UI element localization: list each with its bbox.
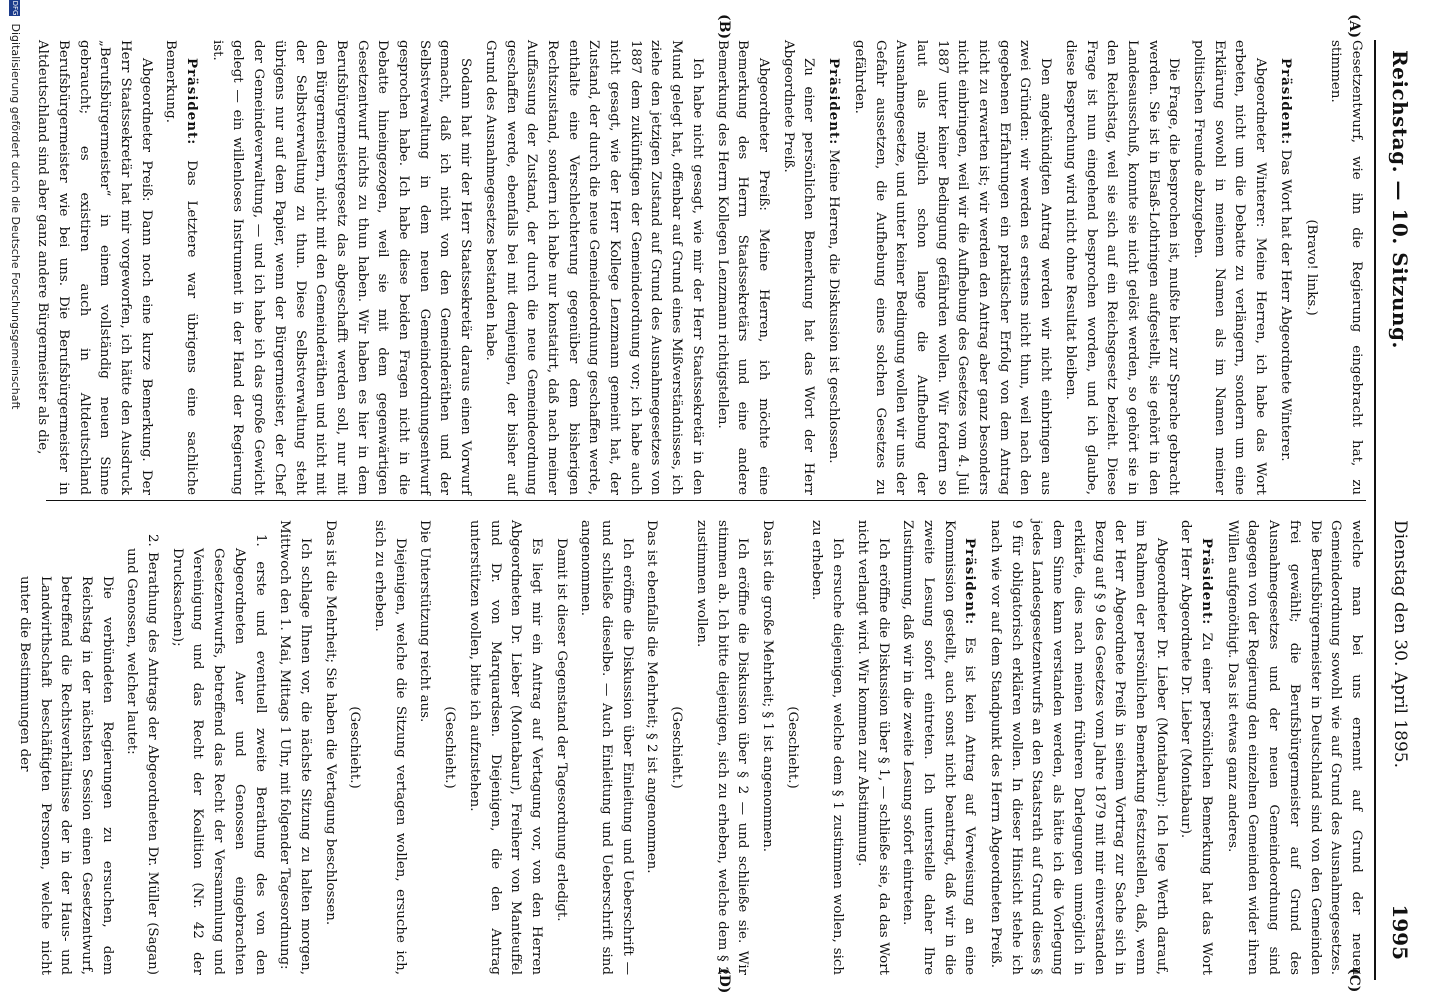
speaker-name: Präsident: bbox=[184, 58, 201, 146]
body-paragraph: Die Unterstützung reicht aus. bbox=[417, 520, 433, 723]
body-paragraph: Das ist ebenfalls die Mehrheit; § 2 ist angenommen. bbox=[644, 520, 660, 874]
speaker-paragraph bbox=[1175, 520, 1217, 975]
body-paragraph: Abgeordneter Winterer: Meine Herren, ich habe das Wort erbeten, nicht um die Debatte zu verlängern, sondern um eine Erklärung sowohl in meinem Namen als im Namen meiner politischen Freunde abzugeben. bbox=[1191, 40, 1269, 495]
margin-marker-b: (B) bbox=[716, 14, 732, 40]
speaker-paragraph bbox=[1274, 40, 1296, 495]
footer-credit: Digitalisierung gefördert durch die Deutsche Forschungsgemeinschaft bbox=[9, 23, 22, 410]
body-paragraph: Ich eröffne die Diskussion über § 2 — und schließe sie. Wir stimmen ab. Ich bitte diejenigen, sich zu erheben, welche dem § 2 zustimmen wollen. bbox=[693, 520, 751, 975]
page-footer bbox=[2, 0, 22, 1000]
body-paragraph: Abgeordneter Preiß: Meine Herren, ich möchte eine Bemerkung des Herrn Staatssekretärs und eine andere Bemerkung des Herrn Kollegen Lenzmann richtigstellen. bbox=[714, 40, 772, 495]
page-number: 1995 bbox=[1388, 904, 1412, 960]
stage-direction: (Geschieht.) bbox=[784, 706, 800, 789]
speaker-text: Meine Herren, die Diskussion ist geschlossen. bbox=[826, 149, 842, 464]
speaker-text: Das Letztere war übrigens eine sachliche Bemerkung. bbox=[163, 40, 200, 496]
body-paragraph: welche man bei uns ernennt auf Grund der neuen Gemeindeordnung sowohl wie auf Grund des Ausnahmegesetzes. Die Berufsbürgermeister in Deutschland sind von den Gemeinden frei gewählt; die Berufsbürgermeister auf Grund des Ausnahmegesetzes und der neuen Gemeindeordnung sind dagegen von der Regierung den einzelnen Gemeinden wider ihren Willen aufgenöthigt. Das ist etwas ganz anderes. bbox=[1224, 520, 1364, 975]
body-paragraph: Gesetzentwurf, wie ihn die Regierung eingebracht hat, zu stimmen. bbox=[1328, 40, 1364, 495]
agenda-item: 1. erste und eventuell zweite Berathung des von den Abgeordneten Auer und Genossen eingebrachten Gesetzentwurfs, betreffend das Recht der Versammlung und Vereinigung und das Recht der Koalition (Nr. 42 der Drucksachen); bbox=[169, 534, 268, 975]
dfg-logo-icon: DFG bbox=[11, 0, 20, 16]
body-paragraph: Ich schlage Ihnen vor, die nächste Sitzung zu halten morgen, Mittwoch den 1. Mai, Mittags 1 Uhr, mit folgender Tagesordnung: bbox=[277, 520, 313, 975]
speaker-paragraph bbox=[160, 40, 202, 495]
agenda-subitem: Die verbündeten Regierungen zu ersuchen, dem Reichstag in der nächsten Session einen Gesetzentwurf, betreffend die Rechtsverhältnisse der in der Haus- und Landwirthschaft beschäftigten Personen, welche nicht unter die Bestimmungen der bbox=[16, 576, 115, 975]
stage-direction: (Geschieht.) bbox=[669, 706, 685, 789]
margin-marker-c: (C) bbox=[1346, 968, 1362, 993]
speaker-paragraph bbox=[897, 520, 981, 975]
body-paragraph: Ich eröffne die Diskussion über Einleitung und Ueberschrift — und schließe dieselbe. — Auch Einleitung und Ueberschrift sind angenommen. bbox=[578, 520, 635, 975]
column-divider bbox=[46, 500, 1366, 501]
header-rule bbox=[1374, 40, 1376, 980]
body-paragraph: Ich ersuche diejenigen, welche dem § 1 zustimmen wollen, sich zu erheben. bbox=[809, 520, 846, 975]
body-paragraph: Abgeordneter Dr. Lieber (Montabaur): Ich lege Werth darauf, im Rahmen der persönlichen Bemerkung festzustellen, daß, wenn der Herr Abgeordnete Preiß in seinem Vortrag zur Sache sich in Bezug auf § 9 des Gesetzes vom Jahre 1879 mit mir einverstanden erklärte, dies nach meinen früheren Darlegungen unmöglich in dem Sinne kann verstanden werden, als hätte ich die Vorlegung jedes Landesgesetzentwurfs an den Staatsrath auf Grund dieses § 9 für obligatorisch erklären wollen. In dieser Hinsicht stehe ich nach wie vor auf dem Standpunkt des Herrn Abgeordneten Preiß. bbox=[988, 520, 1169, 975]
right-column bbox=[9, 520, 1366, 975]
body-paragraph: Sodann hat mir der Herr Staatssekretär daraus einen Vorwurf gemacht, daß ich nicht von den Gemeinderäthen und der Selbstverwaltung in dem neuen Gemeindeordnungsentwurf gesprochen habe. Ich habe diese beiden Fragen nicht in die Debatte hineingezogen, weil sie mit dem gegenwärtigen Gesetzentwurf nichts zu thun haben. Wir haben es hier in dem Berufsbürgermeistergesetz das abgeschafft werden soll, nur mit den Bürgermeistern, nicht mit den Gemeinderäthen und nicht mit der Selbstverwaltung zu thun. Diese Selbstverwaltung steht übrigens nur auf dem Papier, wenn der Bürgermeister, der Chef der Gemeindeverwaltung, — und ich habe ich das große Gewicht gelegt — ein willenloses Instrument in der Hand der Regierung ist. bbox=[209, 40, 474, 495]
body-paragraph: Die Frage, die besprochen ist, mußte hier zur Sprache gebracht werden. Sie ist in Elsaß-Lothringen aufgestellt, sie gehört in den Landesausschuß, konnte sie nicht gelöst werden, so gehört sie in den Reichstag, weil sie sich auf ein Reichsgesetz bezieht. Diese Frage ist nun eingehend besprochen worden, und ich glaube, diese Besprechung wird nicht ohne Resultat bleiben. bbox=[1062, 40, 1182, 495]
body-paragraph: Den angekündigten Antrag werden wir nicht einbringen aus zwei Gründen: wir werden es erstens nicht thun, weil nach den gegebenen Erfahrungen ein praktischer Erfolg von dem Antrag nicht zu erwarten ist; wir werden den Antrag aber ganz besonders nicht einbringen, weil wir die Aufhebung des Gesetzes vom 4. Juli 1887 unter keiner Bedingung gefährden wollen. Wir fordern so laut als möglich schon lange die Aufhebung der Ausnahmegesetze, und unter keiner Bedingung wollen wir uns der Gefahr aussetzen, die Aufhebung eines solchen Gesetzes zu gefährden. bbox=[851, 40, 1054, 495]
agenda-item: 2. Berathung des Antrags der Abgeordneten Dr. Müller (Sagan) und Genossen, welcher lautet: bbox=[124, 534, 161, 975]
left-column bbox=[27, 40, 1366, 495]
body-paragraph: Es liegt mir ein Antrag auf Vertagung vor, von den Herren Abgeordneten Dr. Lieber (Montabaur), Freiherr von Manteuffel und Dr. von Marquardsen. Diejenigen, die den Antrag unterstützen wollen, bitte ich aufzustehen. bbox=[466, 520, 544, 975]
speaker-text: Es ist kein Antrag auf Verweisung an eine Kommission gestellt, auch sonst nicht beantragt, daß wir in die zweite Lesung sofort eintreten. Ich unterstelle daher Ihre Zustimmung, daß wir in die zweite Lesung sofort eintreten. bbox=[900, 520, 978, 975]
speaker-name: Präsident: bbox=[962, 538, 979, 626]
body-paragraph: Abgeordneter Preiß: Dann noch eine kurze Bemerkung. Der Herr Staatssekretär hat mir vorgeworfen, ich hätte den Ausdruck „Berufsbürgermeister“ in einem vollständig neuen Sinne gebraucht; es existiren auch in Altdeutschland Berufsbürgermeister wie bei uns. Die Berufsbürgermeister in Altdeutschland sind aber ganz andere Bürgermeister als die, bbox=[35, 40, 154, 495]
speaker-name: Präsident: bbox=[1277, 58, 1294, 146]
body-paragraph: Diejenigen, welche die Sitzung vertagen wollen, ersuche ich, sich zu erheben. bbox=[372, 520, 408, 975]
speaker-text: Zu einer persönlichen Bemerkung hat das Wort der Herr Abgeordnete Dr. Lieber (Montabaur). bbox=[1178, 520, 1215, 976]
body-paragraph: Damit ist dieser Gegenstand der Tagesordnung erledigt. bbox=[553, 538, 569, 922]
body-paragraph: Zu einer persönlichen Bemerkung hat das Wort der Herr Abgeordnete Preiß. bbox=[780, 40, 817, 495]
body-paragraph: Ich eröffne die Diskussion über § 1, — schließe sie, da das Wort nicht verlangt wird. Wir kommen zur Abstimmung. bbox=[854, 520, 891, 975]
header-session: Reichstag. — 10. Sitzung. bbox=[1388, 50, 1412, 349]
stage-direction: (Geschieht.) bbox=[442, 706, 458, 789]
speaker-name: Präsident: bbox=[1199, 538, 1216, 626]
body-paragraph: Das ist die große Mehrheit; § 1 ist angenommen. bbox=[760, 520, 776, 852]
speaker-name: Präsident: bbox=[826, 58, 843, 146]
speaker-text: Das Wort hat der Herr Abgeordnete Winterer. bbox=[1277, 149, 1293, 462]
stage-direction: (Geschieht.) bbox=[347, 706, 363, 789]
stage-direction: (Bravo! links.) bbox=[1303, 219, 1319, 316]
speaker-paragraph bbox=[822, 40, 844, 495]
body-paragraph: Das ist die Mehrheit; Sie haben die Vertagung beschlossen. bbox=[322, 520, 338, 926]
page-header bbox=[1372, 0, 1432, 1000]
margin-marker-a: (A) bbox=[1346, 14, 1362, 39]
margin-marker-d: (D) bbox=[716, 968, 732, 994]
body-paragraph: Ich habe nicht gesagt, wie mir der Herr Staatssekretär in den Mund gelegt hat, offenbar auf Grund eines Mißverständnisses, ich ziehe den jetzigen Zustand auf Grund des Ausnahmegesetzes von 1887 dem zukünftigen der Gemeindeordnung vor; ich habe auch nicht gesagt, wie der Herr Kollege Lenzmann gemeint hat, der Zustand, der durch die neue Gemeindeordnung geschaffen werde, enthalte eine Verschlechterung gegenüber dem bisherigen Rechtszustand, sondern ich habe nur konstatirt, daß nach meiner Auffassung der Zustand, der durch die neue Gemeindeordnung geschaffen werde, ebenfalls bei mit demjenigen, der bisher auf Grund des Ausnahmegesetzes bestanden habe. bbox=[482, 40, 705, 495]
header-date: Dienstag den 30. April 1895. bbox=[1390, 520, 1410, 769]
